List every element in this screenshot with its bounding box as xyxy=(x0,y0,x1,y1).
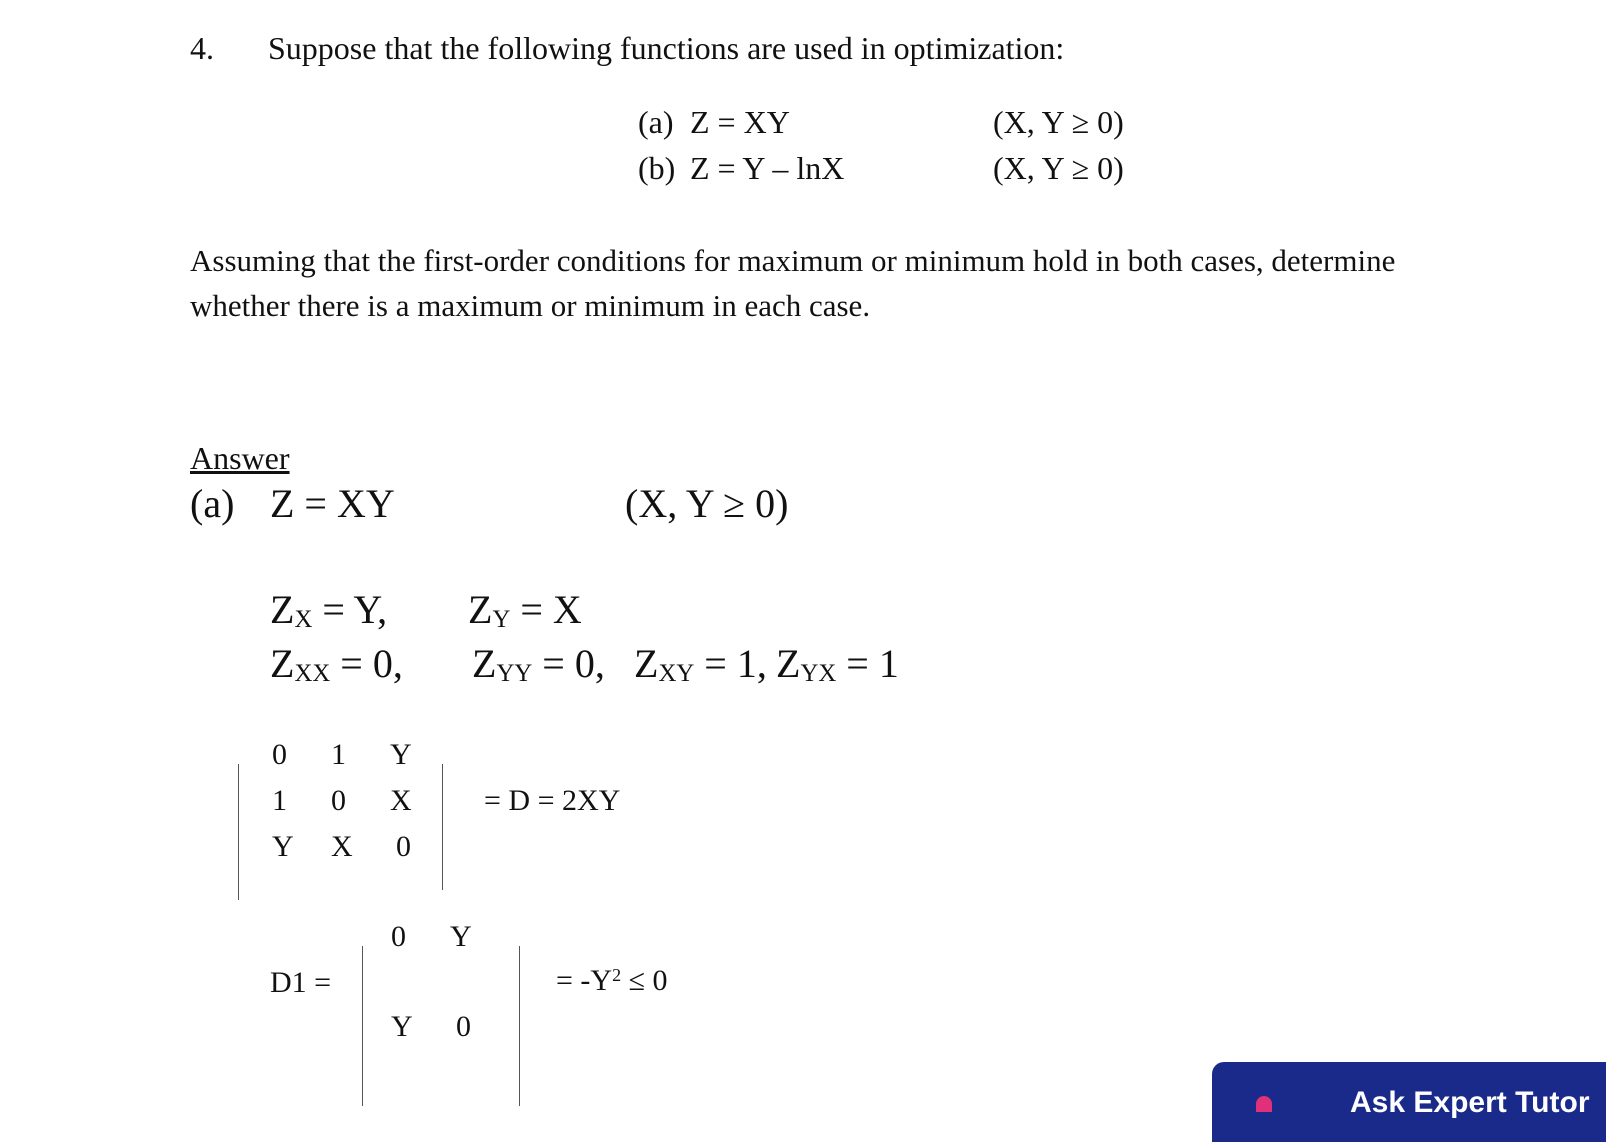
d1-left-bar xyxy=(362,946,363,1106)
det-left-bar xyxy=(238,764,239,900)
d1-cell-1-1: 0 xyxy=(456,1010,471,1043)
matrix-cell-0-1: 1 xyxy=(331,738,346,771)
question-number: 4. xyxy=(190,30,214,66)
d1-right-bar xyxy=(519,946,520,1106)
function-a-label: (a) xyxy=(638,104,674,140)
derivative-zxy: ZXY = 1, xyxy=(634,641,767,687)
matrix-cell-1-2: X xyxy=(390,784,412,817)
function-b-label: (b) xyxy=(638,150,676,186)
answer-expr: Z = XY xyxy=(270,481,395,526)
matrix-cell-2-1: X xyxy=(331,830,353,863)
answer-domain: (X, Y ≥ 0) xyxy=(625,481,789,526)
instruction-paragraph xyxy=(190,238,1570,328)
matrix-cell-0-0: 0 xyxy=(272,738,287,771)
derivative-zxx: ZXX = 0, xyxy=(270,641,403,687)
d1-cell-1-0: Y xyxy=(391,1010,413,1043)
d1-result: = $-Y^2 \le 0$ xyxy=(556,964,668,997)
d1-cell-0-0: 0 xyxy=(391,920,406,953)
d1-label: D1 = xyxy=(270,966,332,999)
function-a-expr: Z = XY xyxy=(690,104,790,140)
derivative-zyy: ZYY = 0, xyxy=(472,641,605,687)
derivative-zyx: ZYX = 1 xyxy=(776,641,899,687)
matrix-cell-2-0: Y xyxy=(272,830,294,863)
tutor-icon xyxy=(1256,1096,1272,1112)
d1-cell-0-1: Y xyxy=(450,920,472,953)
matrix-cell-1-0: 1 xyxy=(272,784,287,817)
matrix-cell-0-2: Y xyxy=(390,738,412,771)
answer-part-label: (a) xyxy=(190,481,235,526)
function-b-expr: Z = Y – lnX xyxy=(690,150,845,186)
question-prompt: Suppose that the following functions are used in optimization: xyxy=(268,30,1065,66)
matrix-cell-1-1: 0 xyxy=(331,784,346,817)
derivative-zx: ZX = Y, xyxy=(270,587,388,633)
instruction-line-2: whether there is a maximum or minimum in each case. xyxy=(190,288,871,323)
derivative-zy: ZY = X xyxy=(468,587,582,633)
det-result: = D = 2XY xyxy=(484,784,621,817)
ask-expert-tutor-button[interactable] xyxy=(1212,1062,1606,1142)
answer-heading: Answer xyxy=(190,440,290,476)
function-a-domain: (X, Y ≥ 0) xyxy=(993,104,1124,140)
det-right-bar xyxy=(442,764,443,890)
function-b-domain: (X, Y ≥ 0) xyxy=(993,150,1124,186)
ask-expert-tutor-label: Ask Expert Tutor xyxy=(1350,1086,1590,1119)
matrix-cell-2-2: 0 xyxy=(396,830,411,863)
instruction-line-1: Assuming that the first-order conditions for maximum or minimum hold in both cases, determine xyxy=(190,243,1396,278)
